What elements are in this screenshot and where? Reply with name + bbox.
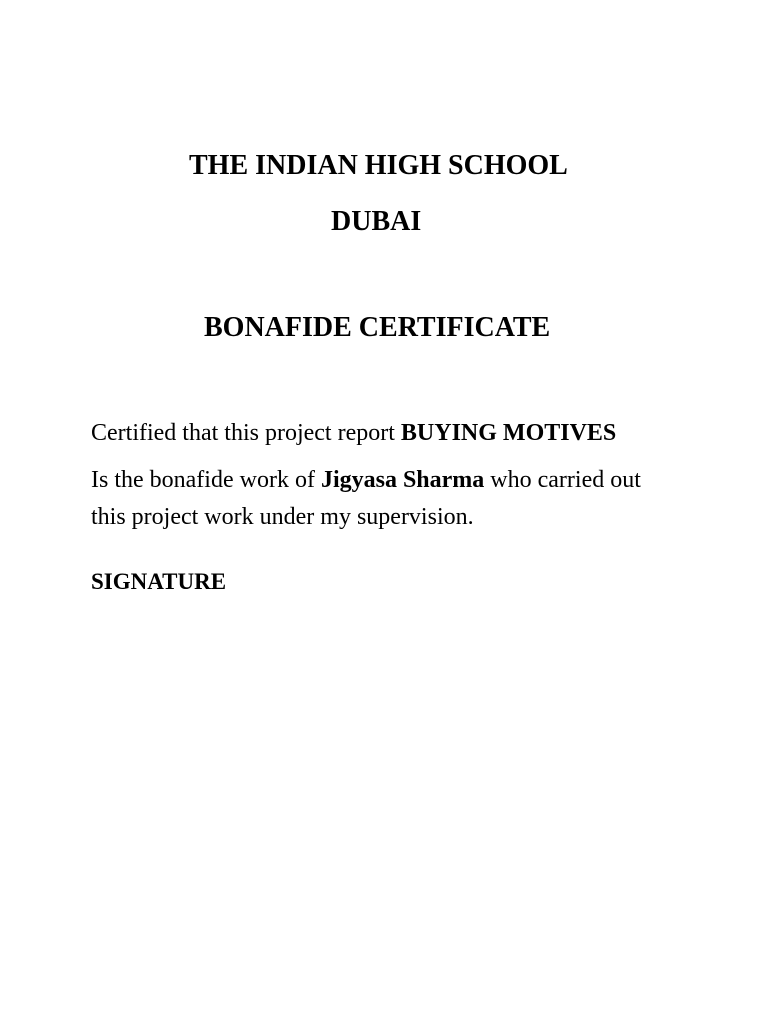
city-heading: DUBAI xyxy=(331,206,422,237)
school-name-heading: THE INDIAN HIGH SCHOOL xyxy=(189,150,568,181)
bonafide-suffix: who carried out xyxy=(484,467,641,493)
student-name: Jigyasa Sharma xyxy=(320,467,485,493)
project-title: BUYING MOTIVES xyxy=(400,420,617,446)
signature-label: SIGNATURE xyxy=(91,569,227,594)
bonafide-text: Is the bonafide work of xyxy=(91,467,321,493)
certification-text: Certified that this project report xyxy=(91,420,401,446)
supervision-line: this project work under my supervision. xyxy=(91,504,474,530)
certification-line xyxy=(91,421,616,445)
certificate-title: BONAFIDE CERTIFICATE xyxy=(204,312,551,343)
bonafide-line xyxy=(91,468,641,492)
